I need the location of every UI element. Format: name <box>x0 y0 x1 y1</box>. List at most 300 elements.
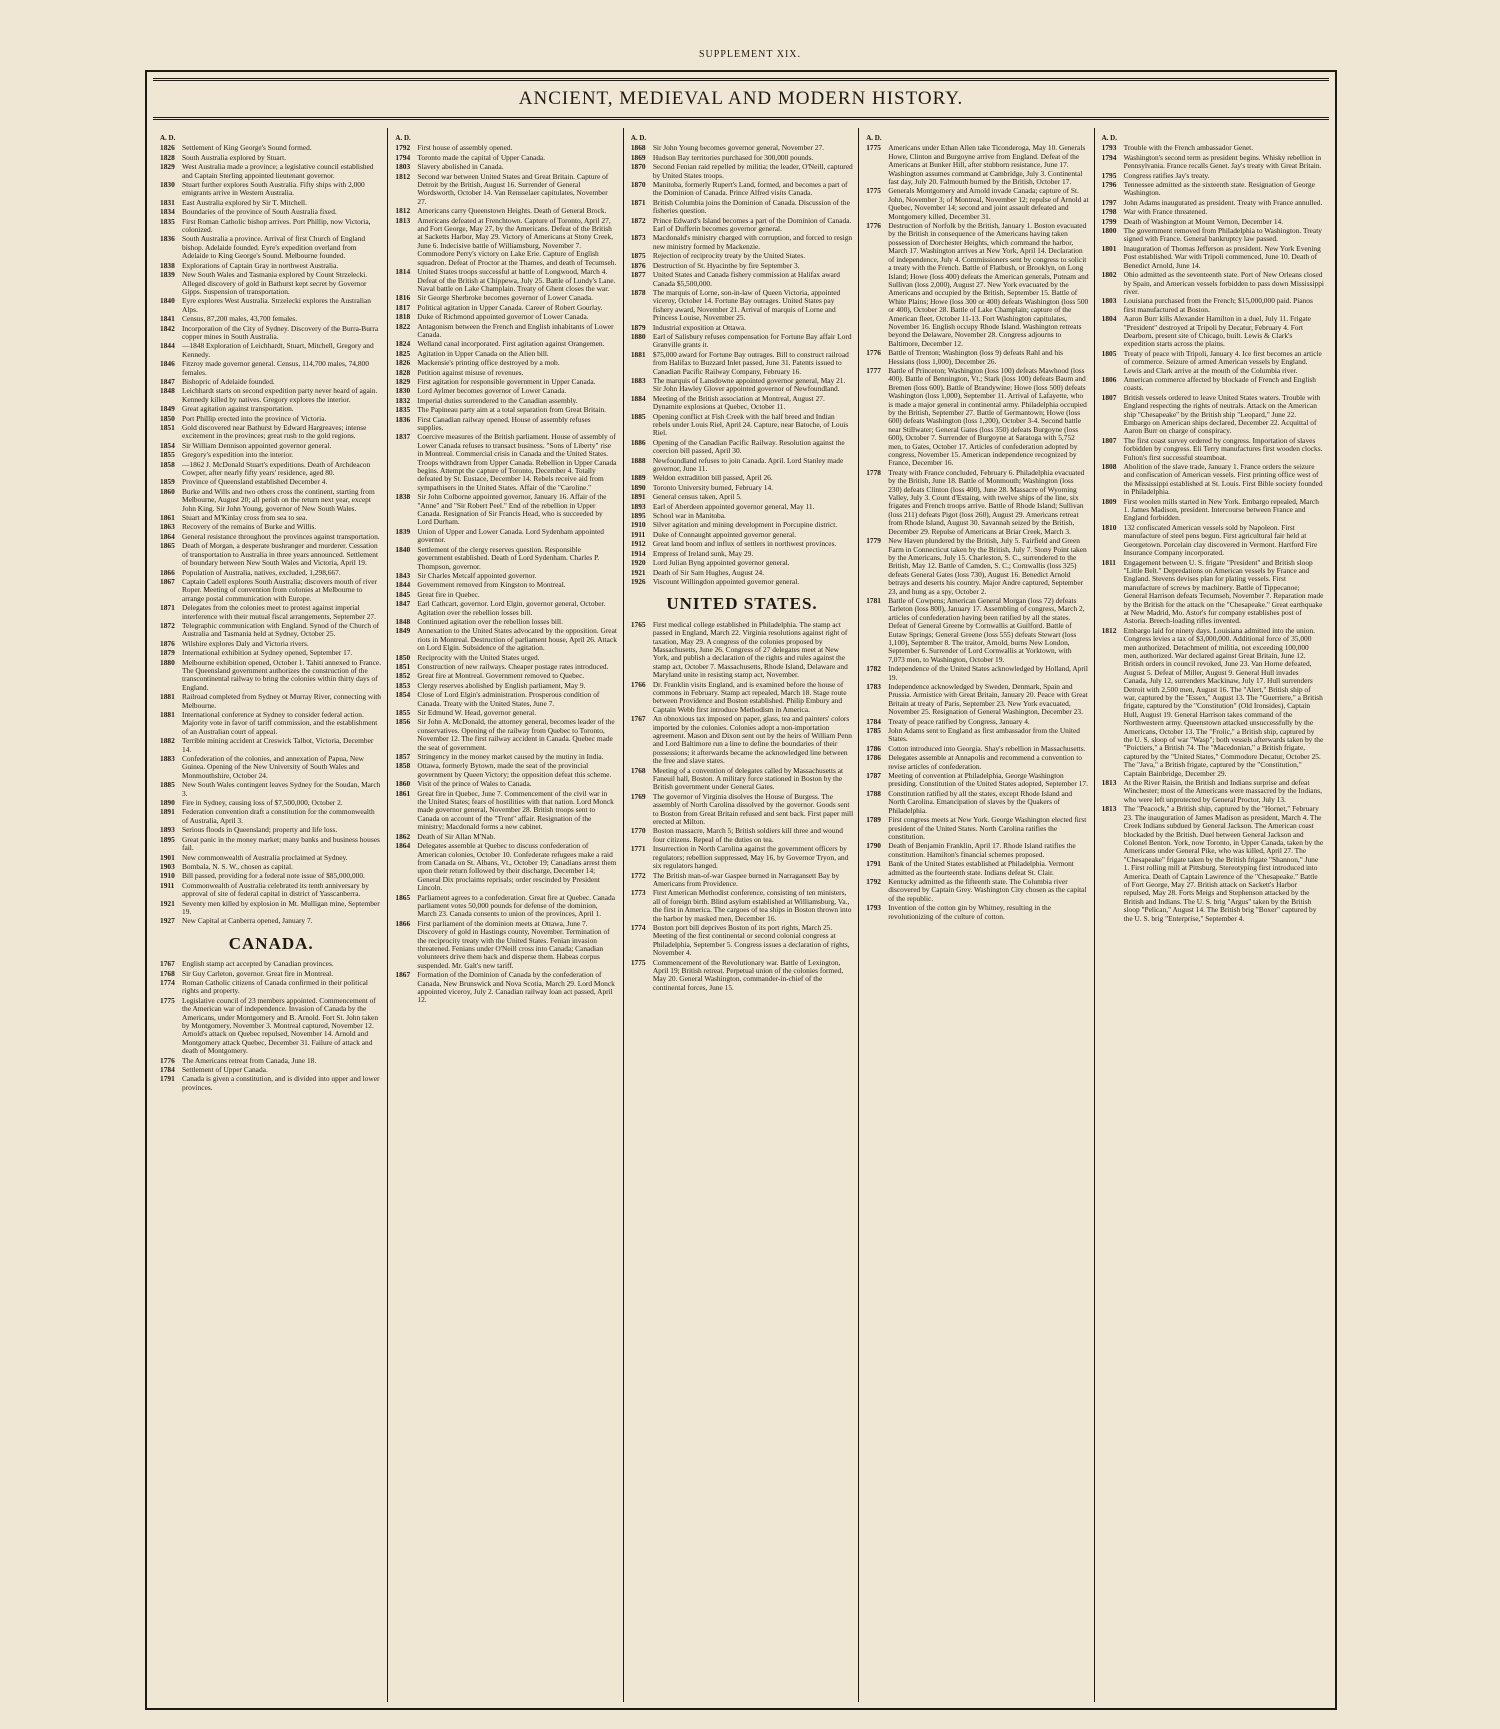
entry-text: Mackensie's printing office destroyed by a mob. <box>417 358 560 368</box>
entry-year: 1849 <box>160 404 175 414</box>
timeline-entry <box>866 665 1088 682</box>
timeline-entry <box>1102 154 1324 171</box>
entry-year: 1835 <box>160 216 175 226</box>
timeline-entry <box>160 378 382 386</box>
entry-text: New South Wales and Tasmania explored by Count Strzelecki. Alleged discovery of gold in Bathurst kept secret by Governor Gipps. Suspension of transportation. <box>182 270 368 296</box>
timeline-entry <box>160 415 382 423</box>
timeline-entry <box>395 304 617 312</box>
entry-year: 1851 <box>160 423 175 432</box>
timeline-entry <box>160 442 382 450</box>
entry-text: An obnoxious tax imposed on paper, glass, tea and painters' colors imported by the colonies. Colonies adopt a non-importation agreement. Mason and Dixon sent out by the heirs of William Penn and Lord Baltimore run a line to define the boundaries of their possessions; it afterwards became the acknowledged line between the free and slave states. <box>652 714 852 766</box>
timeline-entry <box>866 860 1088 877</box>
timeline-entry <box>160 208 382 216</box>
entry-year: 1858 <box>160 459 175 469</box>
timeline-entry <box>1102 779 1324 804</box>
timeline-entry <box>631 395 853 412</box>
timeline-entry <box>160 737 382 754</box>
entry-year: 1861 <box>395 788 411 798</box>
timeline-entry <box>395 294 617 302</box>
timeline-entry <box>1102 227 1324 244</box>
entry-text: Reciprocity with the United States urged. <box>417 652 540 662</box>
entry-year: 1813 <box>1101 804 1117 814</box>
timeline-entry <box>631 512 853 520</box>
timeline-entry <box>395 663 617 671</box>
entry-year: 1856 <box>395 717 411 727</box>
entry-text: Construction of new railways. Cheaper postage rates introduced. <box>417 661 609 671</box>
entry-year: 1793 <box>866 903 881 913</box>
entry-year: 1881 <box>160 710 175 719</box>
timeline-entry <box>866 367 1088 468</box>
entry-text: New commonwealth of Australia proclaimed at Sydney. <box>182 852 348 862</box>
entry-year: 1871 <box>630 197 646 207</box>
timeline-entry <box>395 207 617 215</box>
ad-label: A. D. <box>866 134 882 142</box>
timeline-entry <box>160 342 382 359</box>
entry-text: Seventy men killed by explosion in Mt. Mulligan mine, September 19. <box>182 898 380 916</box>
entry-text: Silver agitation and mining development in Porcupine district. <box>652 520 838 530</box>
entry-year: 1881 <box>160 692 175 702</box>
entry-text: Boston port bill deprives Boston of its port rights, March 25. Meeting of the first continental or second colonial congress at Philadelphia, September 5. Congress issues a declaration of rights, November 4. <box>652 922 850 958</box>
entry-text: Toronto University burned, February 14. <box>652 482 773 492</box>
entry-year: 1870 <box>630 162 646 172</box>
page-title: ANCIENT, MEDIEVAL AND MODERN HISTORY. <box>153 78 1329 120</box>
entry-year: 1850 <box>395 652 411 662</box>
entry-text: British vessels ordered to leave United States waters. Trouble with England respecting the rights of neutrals. Attack on the American ship "Chesapeake" by the British ship "Leopard," June 22. Embargo on American ships declared, December 22. Acquittal of Aaron Burr on charge of conspiracy. <box>1123 392 1321 436</box>
entry-year: 1848 <box>160 386 175 396</box>
entry-text: Newfoundland refuses to join Canada. April. Lord Stanley made governor, June 11. <box>652 455 844 474</box>
ad-label: A. D. <box>395 134 411 142</box>
entry-text: Louisiana purchased from the French; $15,000,000 paid. Pianos first manufactured at Boston. <box>1123 296 1313 314</box>
entry-year: 1846 <box>160 359 175 369</box>
ad-label: A. D. <box>160 134 176 142</box>
entry-year: 1867 <box>160 576 175 586</box>
entry-year: 1876 <box>160 638 175 648</box>
entry-year: 1785 <box>866 726 881 736</box>
entry-year: 1776 <box>160 1055 175 1065</box>
timeline-entry <box>395 971 617 1005</box>
entry-text: International conference at Sydney to consider federal action. Majority vote in favor of tariff commission, and the establishment of an Australian court of appeal. <box>182 710 378 736</box>
entry-text: Hudson Bay territories purchased for 300,000 pounds. <box>652 152 814 162</box>
timeline-entry <box>631 793 853 827</box>
entry-text: Treaty with France concluded, February 6. Philadelphia evacuated by the British, June 18. Battle of Monmouth; Washington (loss 230) defeats Clinton (loss 400), June 28. Massacre of Wyoming Valley, July 3. Count d'Estaing, with twelve ships of the line, six frigates and French troops arrive. Battle of Rhode Island; Sullivan (loss 211) defeats Pigot (loss 260), August 29. Americans retreat from Rhode Island, August 30. Savannah seized by the British, December 29. Repulse of Americans at Briar Creek, March 3. <box>888 467 1085 536</box>
entry-text: Petition against misuse of revenues. <box>417 367 524 377</box>
entry-year: 1855 <box>395 708 411 717</box>
entry-year: 1880 <box>630 331 646 341</box>
entry-text: The marquis of Lansdowne appointed governor general, May 21. Sir John Hawley Glover appointed governor of Newfoundland. <box>652 375 846 394</box>
timeline-entry <box>395 753 617 761</box>
entry-year: 1796 <box>1101 180 1117 190</box>
timeline-entry <box>160 622 382 639</box>
timeline-entry <box>631 872 853 889</box>
entry-year: 1914 <box>630 548 646 558</box>
timeline-entry <box>395 672 617 680</box>
timeline-entry <box>631 144 853 152</box>
entry-text: Meeting of a convention of delegates called by Massachusetts at Faneuil hall, Boston. A military force stationed in Boston by the British government under General Gates. <box>652 765 844 792</box>
timeline-entry <box>631 889 853 923</box>
entry-text: Duke of Richmond appointed governor of Lower Canada. <box>417 312 589 322</box>
timeline-entry <box>160 960 382 968</box>
timeline-entry <box>160 997 382 1056</box>
entry-year: 1786 <box>866 753 881 763</box>
entry-year: 1809 <box>1101 496 1117 506</box>
entry-text: Gold discovered near Bathurst by Edward Hargreaves; intense excitement in the provinces; great rush to the gold regions. <box>182 423 367 441</box>
entry-text: Stuart further explores South Australia. Fifty ships with 2,000 emigrants arrive in Western Australia. <box>182 180 365 198</box>
entry-year: 1830 <box>395 386 411 396</box>
timeline-entry <box>631 262 853 270</box>
timeline-entry <box>866 469 1088 536</box>
timeline-entry <box>866 904 1088 921</box>
timeline-entry <box>1102 376 1324 393</box>
entry-year: 1768 <box>160 968 175 978</box>
entry-text: Government removed from Kingston to Montreal. <box>417 580 566 590</box>
entry-year: 1843 <box>395 570 411 580</box>
timeline-entry <box>160 154 382 162</box>
entry-text: The "Peacock," a British ship, captured by the "Hornet," February 23. The inauguration of James Madison as president, March 4. The Creek Indians subdued by General Jackson. The American coast blockaded by the British. Duel between General Jackson and Colonel Benton. York, now Toronto, in Upper Canada, taken by the Americans under General Pike, who was killed, April 27. The "Chesapeake" frigate taken by the British frigate "Shannon," June 1. First rolling mill at Pittsburg. Stereotyping first introduced into America. Death of Captain Lawrence of the "Chesapeake." Battle of Fort George, May 27. British attack on Sackett's Harbor repulsed, May 28. Forts Meigs and Stephenson attacked by the British and Indians. The U. S. brig "Argus" taken by the British sloop "Pelican," August 14. The British brig "Boxer" captured by the U. S. brig "Enterprise," September 4. <box>1123 804 1324 923</box>
entry-year: 1873 <box>630 233 646 243</box>
timeline-entry <box>160 799 382 807</box>
timeline-entry <box>866 878 1088 903</box>
timeline-entry <box>631 550 853 558</box>
timeline-entry <box>631 252 853 260</box>
timeline-entry <box>395 833 617 841</box>
entry-text: Opening conflict at Fish Creek with the half breed and Indian rebels under Louis Riel, April 24. Capture, near Batoche, of Louis Riel. <box>652 411 849 438</box>
entry-year: 1848 <box>395 616 411 626</box>
entry-text: East Australia explored by Sir T. Mitchell. <box>182 197 307 207</box>
timeline-entry <box>160 711 382 736</box>
entry-year: 1875 <box>630 251 646 261</box>
entry-year: 1890 <box>160 798 175 808</box>
entry-year: 1886 <box>630 437 646 447</box>
entry-text: Insurrection in North Carolina against the government officers by regulators; rebellion suppressed, May 16, by Governor Tryon, and six regulators hanged. <box>652 844 849 871</box>
entry-year: 1829 <box>395 376 411 386</box>
timeline-entry <box>160 755 382 780</box>
timeline-entry <box>1102 199 1324 207</box>
entry-year: 1800 <box>1101 226 1117 236</box>
timeline-entry <box>631 333 853 350</box>
timeline-entry <box>631 531 853 539</box>
entry-text: Sir William Dennison appointed governor general. <box>182 440 332 450</box>
entry-text: War with France threatened. <box>1123 207 1208 217</box>
entry-text: First house of assembly opened. <box>417 143 513 153</box>
entry-year: 1781 <box>866 595 881 605</box>
entry-text: Opening of the Canadian Pacific Railway. Resolution against the coercion bill passed, April 30. <box>652 437 845 456</box>
timeline-entry <box>866 754 1088 771</box>
entry-year: 1799 <box>1101 216 1117 226</box>
entry-text: Prince Edward's Island becomes a part of the Dominion of Canada. Earl of Dufferin becomes governor general. <box>652 215 852 234</box>
entry-year: 1812 <box>395 171 411 181</box>
entry-year: 1839 <box>395 526 411 536</box>
entry-year: 1867 <box>395 970 411 980</box>
entry-year: 1860 <box>160 486 175 496</box>
column-5 <box>1095 128 1329 1702</box>
entry-year: 1767 <box>630 714 646 724</box>
timeline-entry <box>160 360 382 377</box>
entry-text: Sir Charles Metcalf appointed governor. <box>417 570 537 580</box>
timeline-entry <box>1102 498 1324 523</box>
entry-year: 1854 <box>160 440 175 450</box>
entry-year: 1853 <box>395 680 411 690</box>
entry-year: 1903 <box>160 861 175 871</box>
entry-year: 1805 <box>1101 348 1117 358</box>
entry-text: Ohio admitted as the seventeenth state. Port of New Orleans closed by Spain, and American vessels forbidden to pass down Mississippi river. <box>1123 270 1324 296</box>
timeline-entry <box>395 572 617 580</box>
entry-year: 1792 <box>866 876 881 886</box>
entry-text: Welland canal incorporated. First agitation against Orangemen. <box>417 339 605 349</box>
entry-year: 1831 <box>160 197 175 207</box>
timeline-entry <box>631 271 853 288</box>
timeline-entry <box>1102 394 1324 436</box>
entry-year: 1911 <box>630 529 646 539</box>
entry-text: Sir Edmund W. Head, governor general. <box>417 708 537 717</box>
timeline-entry <box>631 559 853 567</box>
timeline-entry <box>160 863 382 871</box>
entry-year: 1842 <box>160 323 175 333</box>
timeline-entry <box>631 181 853 198</box>
entry-year: 1777 <box>866 365 881 375</box>
entry-year: 1855 <box>160 450 175 460</box>
timeline-entry <box>866 745 1088 753</box>
entry-year: 1862 <box>395 831 411 841</box>
entry-year: 1817 <box>395 302 411 312</box>
entry-year: 1883 <box>630 375 646 385</box>
timeline-entry <box>1102 172 1324 180</box>
timeline-entry <box>631 827 853 844</box>
entry-year: 1798 <box>1101 207 1117 217</box>
timeline-entry <box>160 181 382 198</box>
timeline-entry <box>395 790 617 832</box>
entry-year: 1786 <box>866 743 881 753</box>
ad-label: A. D. <box>630 134 647 142</box>
entry-text: The Papineau party aim at a total separation from Great Britain. <box>417 405 607 415</box>
timeline-entry <box>395 780 617 788</box>
timeline-entry <box>631 845 853 870</box>
timeline-entry <box>631 457 853 474</box>
columns <box>153 128 1329 1702</box>
entry-text: Telegraphic communication with England. Synod of the Church of Australia and Tasmania held at Sydney, October 25. <box>182 620 380 639</box>
entry-text: Recovery of the remains of Burke and Willis. <box>182 522 317 532</box>
entry-text: Rejection of reciprocity treaty by the United States. <box>652 251 806 261</box>
entry-text: British Columbia joins the Dominion of Canada. Discussion of the fisheries question. <box>652 197 850 216</box>
entry-year: 1895 <box>160 834 175 844</box>
timeline-entry <box>160 808 382 825</box>
entry-year: 1891 <box>160 807 175 817</box>
entry-text: Fire in Sydney, causing loss of $7,500,000, October 2. <box>182 798 343 808</box>
entry-text: Annexation to the United States advocated by the opposition. Great riots in Montreal. Destruction of parliament house, April 26. Attack on Lord Elgin. Subsidence of the agitation. <box>417 626 617 653</box>
entry-text: Visit of the prince of Wales to Canada. <box>417 779 532 789</box>
timeline-entry <box>1102 315 1324 349</box>
entry-year: 1864 <box>160 531 175 541</box>
entry-year: 1783 <box>866 682 881 691</box>
timeline-entry <box>160 604 382 621</box>
timeline-entry <box>160 854 382 862</box>
entry-text: Bishopric of Adelaide founded. <box>182 376 275 386</box>
entry-text: At the River Raisin, the British and Indians surprise and defeat Winchester; most of the Americans were massacred by the Indians, who were left unprotected by General Proctor, July 13. <box>1123 778 1322 804</box>
timeline-entry <box>1102 805 1324 923</box>
entry-text: —1848 Exploration of Leichhardt, Stuart, Mitchell, Gregory and Kennedy. <box>182 341 374 359</box>
timeline-entry <box>866 537 1088 596</box>
timeline-entry <box>395 369 617 377</box>
entry-text: John Adams inaugurated as president. Treaty with France annulled. <box>1123 197 1323 207</box>
timeline-entry <box>395 618 617 626</box>
entry-year: 1829 <box>160 162 175 172</box>
entry-text: Inauguration of Thomas Jefferson as president. New York Evening Post established. War with Tripoli commenced, June 10. Death of Benedict Arnold, June 14. <box>1123 243 1321 270</box>
entry-text: Union of Upper and Lower Canada. Lord Sydenham appointed governor. <box>417 526 604 545</box>
entry-year: 1836 <box>395 414 411 424</box>
entry-text: Explorations of Captain Gray in northwest Australia. <box>182 260 339 270</box>
timeline-entry <box>1102 144 1324 152</box>
timeline-entry <box>395 528 617 545</box>
entry-text: Dr. Franklin visits England, and is examined before the house of commons in February. Stamp act repealed, March 18. Stage route between Providence and Boston established. Philip Embury and Captain Webb first introduce Methodism in America. <box>652 679 847 714</box>
timeline-entry <box>866 144 1088 186</box>
entry-text: Clergy reserves abolished by English parliament, May 9. <box>417 680 586 690</box>
entry-year: 1771 <box>630 844 646 854</box>
entry-text: New Capital at Canberra opened, January 7. <box>182 916 313 926</box>
timeline-entry <box>395 163 617 171</box>
entry-year: 1910 <box>160 871 175 881</box>
entry-year: 1884 <box>630 393 646 403</box>
entry-year: 1793 <box>1101 143 1117 153</box>
entry-year: 1860 <box>395 779 411 789</box>
entry-year: 1880 <box>160 657 175 667</box>
entry-year: 1807 <box>1101 392 1117 402</box>
entry-year: 1782 <box>866 664 881 674</box>
timeline-entry <box>631 377 853 394</box>
timeline-entry <box>160 424 382 441</box>
entry-text: New Haven plundered by the British, July 5. Fairfield and Green Farm in Connecticut taken by the British, July 7. Stony Point taken by the Americans, July 15. Charleston, S. C., surrendered to the British, May 12. Battle of Camden, S. C.; Cornwallis (loss 325) defeats General Gates (loss 730), August 16. Benedict Arnold betrays and deserts his country. Major Andre captured, September 23, and hung as a spy, October 2. <box>888 536 1087 596</box>
entry-year: 1879 <box>160 648 175 658</box>
entry-text: Formation of the Dominion of Canada by the confederation of Canada, New Brunswick and Nova Scotia, March 29. Lord Monck appointed viceroy, July 2. Canadian railway loan act passed, April 12. <box>417 970 615 1005</box>
timeline-entry <box>160 569 382 577</box>
entry-text: Great land boom and influx of settlers in northwest provinces. <box>652 539 837 549</box>
entry-text: First American Methodist conference, consisting of ten ministers, all of foreign birth. Blind asylum established at Williamsburg, Va., the first in America. The cargoes of tea ships in Boston thrown into the harbor by masked men, December 16. <box>652 888 852 923</box>
entry-text: Confederation of the colonies, and annexation of Papua, New Guinea. Opening of the New University of South Wales and Monmouthshire, October 24. <box>182 754 364 780</box>
entry-text: General resistance throughout the provinces against transportation. <box>182 531 380 541</box>
entry-year: 1840 <box>395 544 411 554</box>
timeline-entry <box>395 682 617 690</box>
entry-year: 1813 <box>395 215 411 225</box>
timeline-entry <box>160 659 382 693</box>
timeline-entry <box>395 378 617 386</box>
entry-year: 1921 <box>630 567 646 577</box>
entry-text: Leichhardt starts on second expedition party never heard of again. Kennedy killed by natives. Gregory explores the interior. <box>182 386 378 404</box>
entry-text: Abolition of the slave trade, January 1. France orders the seizure and confiscation of American vessels. First printing office west of the Mississippi established at St. Louis. First Bible society founded in Philadelphia. <box>1123 462 1323 497</box>
entry-text: Battle of Cowpens; American General Morgan (loss 72) defeats Tarleton (loss 800), January 17. Assembling of congress, March 2, articles of confederation having been ratified by all the states. Defeat of General Greene by Cornwallis at Guilford. Battle of Eutaw Springs; General Greene (loss 555) defeats Stewart (loss 1,100), September 8. The traitor, Arnold, burns New London, September 6. Surrender of Lord Cornwallis at Yorktown, with 7,073 men, to Washington, October 19. <box>888 595 1085 664</box>
timeline-entry <box>160 478 382 486</box>
entry-text: Battle of Princeton; Washington (loss 100) defeats Mawhood (loss 400). Battle of Bennington, Vt.; Stark (loss 100) defeats Baum and Bremen (loss 600). Battle of Brandywine; Howe (loss 500) defeats Washington (loss 1,000), September 11. Arrival of Lafayette, who is made a major general in continental army. Philadelphia occupied by the British, September 27. Battle of Germantown; Howe (loss 600) defeats Washington (loss 1,200), October 3-4. Second battle near Stillwater; General Gates (loss 350) defeats Burgoyne (loss 600), October 7. Surrender of Burgoyne at Saratoga with 5,752 men, to Gates, October 17. Articles of confederation adopted by congress, November 15. American independence recognized by France, December 16. <box>888 365 1087 468</box>
entry-text: Settlement of Upper Canada. <box>182 1065 268 1075</box>
entry-year: 1789 <box>866 815 881 825</box>
entry-text: South Australia explored by Stuart. <box>182 152 287 162</box>
timeline-entry <box>631 234 853 251</box>
entry-text: Earl of Salisbury refuses compensation for Fortune Bay affair Lord Granville grants it. <box>652 331 852 350</box>
timeline-entry <box>631 493 853 501</box>
entry-text: Serious floods in Queensland; property and life loss. <box>182 825 338 835</box>
timeline-entry <box>395 762 617 779</box>
entry-text: Great fire in Quebec, June 7. Commencement of the civil war in the United States; fears of hostilities with that nation. Lord Monck made governor general, November 28. British troops sent to Canada on account of the "Trent" affair. Resignation of the ministry; Macdonald forms a new cabinet. <box>417 788 614 832</box>
entry-year: 1840 <box>160 296 175 306</box>
entry-year: 1813 <box>1101 778 1117 788</box>
entry-year: 1766 <box>630 679 646 689</box>
entry-text: Boundaries of the province of South Australia fixed. <box>182 207 337 217</box>
column-3 <box>624 128 859 1702</box>
timeline-entry <box>160 979 382 996</box>
entry-text: Stuart and M'Kinlay cross from sea to sea. <box>182 513 308 523</box>
entry-text: Legislative council of 23 members appointed. Commencement of the American war of independence. Invasion of Canada by the Americans, under Montgomery and B. Arnold. Fort St. John taken by Montgomery, November 3. Montreal captured, November 12. Arnold's attack on Quebec repulsed, November 14. Arnold and Montgomery attack Quebec, December 31. Failure of attack and death of Montgomery. <box>182 995 379 1056</box>
timeline-entry <box>631 439 853 456</box>
entry-year: 1834 <box>160 207 175 217</box>
entry-text: General census taken, April 5. <box>652 492 742 502</box>
entry-text: Port Phillip erected into the province of Victoria. <box>182 413 327 423</box>
timeline-entry <box>866 349 1088 366</box>
timeline-entry <box>395 359 617 367</box>
timeline-entry <box>395 217 617 267</box>
entry-year: 1778 <box>866 467 881 477</box>
timeline-entry <box>395 718 617 752</box>
timeline-entry <box>866 683 1088 717</box>
entry-text: Bill passed, providing for a federal note issue of $85,000,000. <box>182 871 365 881</box>
entry-text: The British man-of-war Gaspee burned in Narragansett Bay by Americans from Providence. <box>652 870 840 888</box>
entry-text: Washington's second term as president begins. Whisky rebellion in Pennsylvania. France recalls Genet. Jay's treaty with Great Britain. <box>1123 152 1322 171</box>
entry-year: 1885 <box>630 411 646 421</box>
entry-text: First Roman Catholic bishop arrives. Port Phillip, now Victoria, colonized. <box>182 216 371 235</box>
entry-text: Duke of Connaught appointed governor general. <box>652 529 797 539</box>
entry-year: 1775 <box>630 957 646 967</box>
timeline-entry <box>160 640 382 648</box>
entry-text: English stamp act accepted by Canadian provinces. <box>182 959 334 969</box>
entry-year: 1807 <box>1101 435 1117 445</box>
entry-text: Death of Morgan, a desperate bushranger and murderer. Cessation of transportation to Australia in three years announced. Settlement of boundary between New South Wales and Victoria, April 19. <box>182 541 378 568</box>
timeline-entry <box>631 324 853 332</box>
timeline-entry <box>160 144 382 152</box>
entry-text: The governor of Virginia disolves the House of Burgess. The assembly of North Carolina dissolved by the governor. Goods sent to Boston from Great Britain refused and sent back. First paper mill erected at Milton. <box>652 791 854 827</box>
timeline-entry <box>866 816 1088 841</box>
entry-text: Great agitation against transportation. <box>182 404 294 414</box>
timeline-entry <box>1102 627 1324 778</box>
timeline-entry <box>160 405 382 413</box>
timeline-entry <box>866 718 1088 726</box>
timeline-entry <box>160 387 382 404</box>
entry-text: Settlement of the clergy reserves question. Responsible government established. Death of Lord Sydenham. Charles P. Thompson, governor. <box>417 544 600 571</box>
entry-year: 1836 <box>160 234 175 244</box>
timeline-entry <box>160 451 382 459</box>
timeline-entry <box>395 546 617 571</box>
entry-text: Treaty of peace with Tripoli, January 4. Ice first becomes an article of commerce. Seizure of armed American vessels by England. Lewis and Clark arrive at the mouth of the Columbia river. <box>1123 348 1322 375</box>
entry-text: Sir George Sherbroke becomes governor of Lower Canada. <box>417 293 593 303</box>
entry-text: Parliament agrees to a confederation. Great fire at Quebec. Canada parliament votes 50,000 pounds for defense of the dominion, March 23. Canada consents to union of the provinces, April 1. <box>417 892 616 919</box>
entry-text: Death of Washington at Mount Vernon, December 14. <box>1123 216 1284 226</box>
entry-text: Eyre explores West Australia. Strzelecki explores the Australian Alps. <box>182 296 371 314</box>
timeline-entry <box>1102 350 1324 375</box>
supplement-label: SUPPLEMENT XIX. <box>698 49 802 60</box>
timeline-entry <box>395 340 617 348</box>
timeline-entry <box>395 627 617 652</box>
entry-year: 1871 <box>160 603 175 613</box>
entry-year: 1774 <box>160 977 175 987</box>
entry-year: 1826 <box>160 143 175 153</box>
entry-year: 1825 <box>395 348 411 358</box>
timeline-entry <box>1102 181 1324 198</box>
entry-year: 1791 <box>866 859 881 869</box>
entry-text: 132 confiscated American vessels sold by Napoleon. First manufacture of steel pens begun. First agricultural fair held at Georgetown. Porcelain clay discovered in Vermont. Hartford Fire Insurance Company incorporated. <box>1123 522 1318 558</box>
entry-year: 1794 <box>1101 152 1117 162</box>
timeline-entry <box>1102 297 1324 314</box>
entry-text: Bombala, N. S. W., chosen as capital. <box>182 861 293 871</box>
entry-text: Continued agitation over the rebellion losses bill. <box>417 616 563 626</box>
entry-text: Invention of the cotton gin by Whitney, resulting in the revolutionizing of the culture of cotton. <box>888 903 1051 921</box>
entry-text: First parliament of the dominion meets at Ottawa, June 7. Discovery of gold in Hastings county, November. Termination of the reciprocity treaty with the United States. Fenian invasion threatened. Fenians under O'Neill cross into Canada; Canadian volunteers drive them back and disperse them. Habeas corpus suspended. Mr. Galt's new tariff. <box>417 918 610 970</box>
entry-year: 1826 <box>395 358 411 368</box>
entry-year: 1881 <box>630 349 646 359</box>
